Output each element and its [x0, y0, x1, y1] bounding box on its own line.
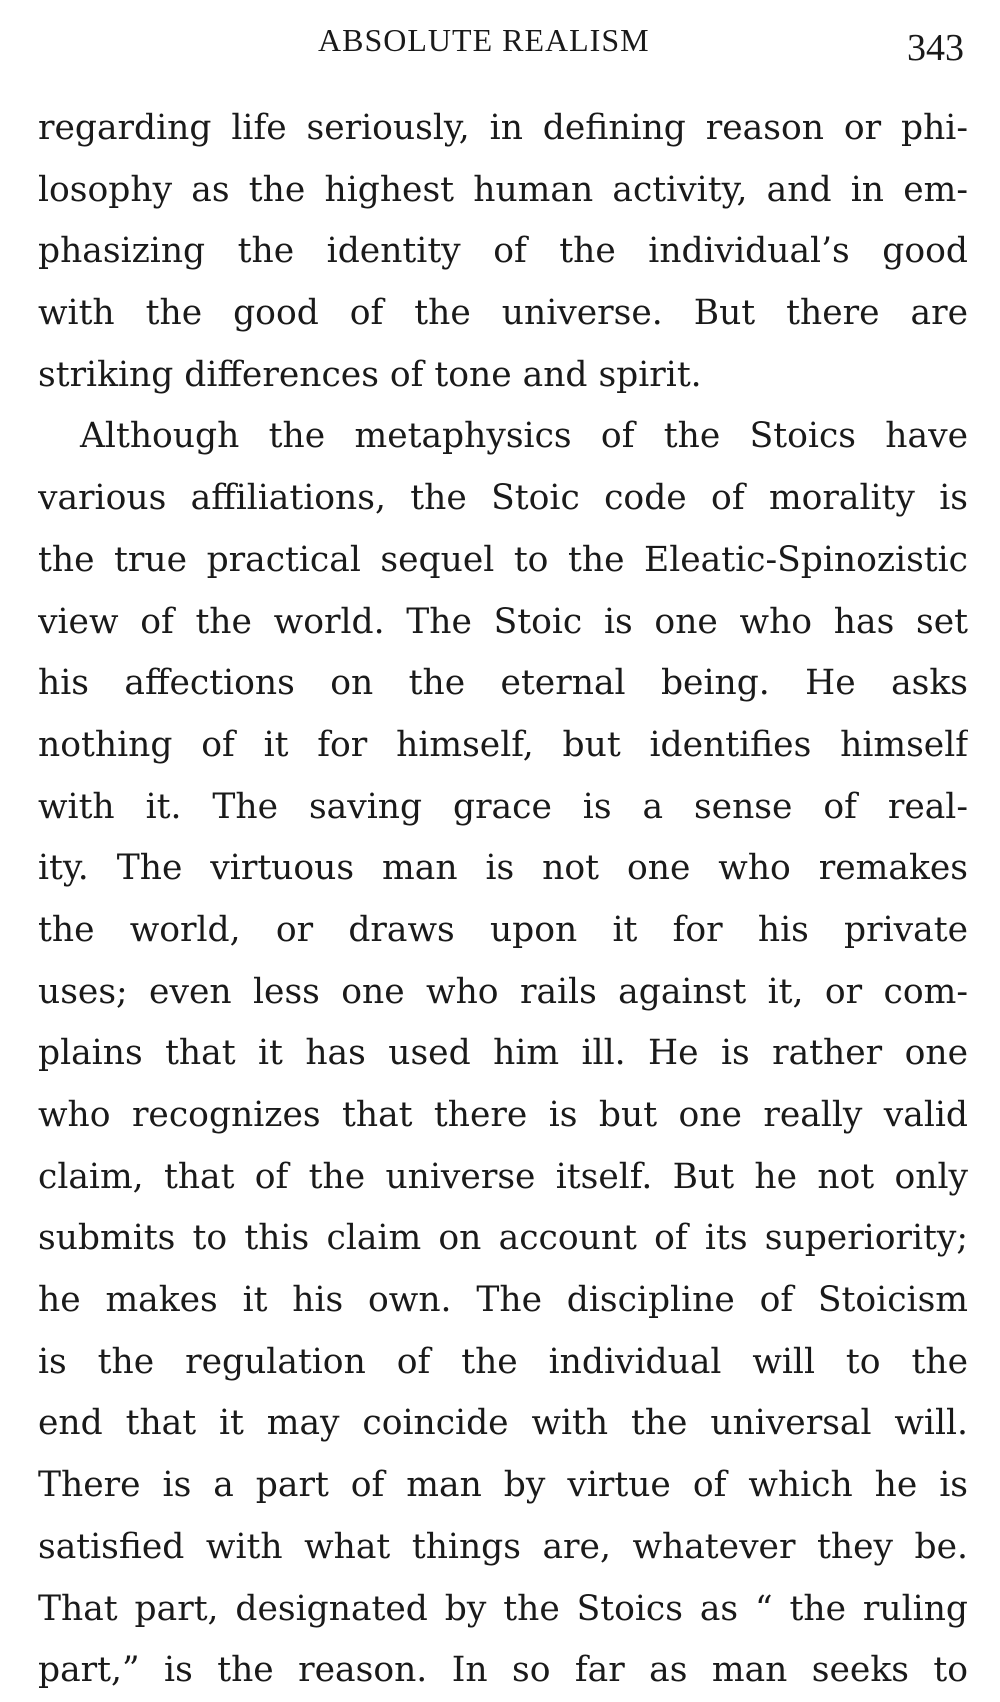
text-line: That part, designated by the Stoics as “ the ruling	[38, 1588, 968, 1629]
paragraph	[38, 98, 968, 406]
text-line: part,” is the reason. In so far as man seeks to	[38, 1650, 968, 1691]
text-line: various affiliations, the Stoic code of morality is	[38, 478, 968, 519]
text-line: phasizing the identity of the individual’s good	[38, 231, 968, 272]
text-line: his affections on the eternal being. He asks	[38, 663, 968, 704]
text-line: the true practical sequel to the Eleatic-Spinozistic	[38, 539, 968, 580]
text-line: plains that it has used him ill. He is rather one	[38, 1033, 968, 1074]
text-line: regarding life seriously, in defining reason or phi-	[38, 108, 968, 148]
text-line: end that it may coincide with the universal will.	[38, 1403, 968, 1444]
text-line: he makes it his own. The discipline of Stoicism	[38, 1280, 968, 1321]
text-line: with the good of the universe. But there are	[38, 293, 968, 334]
text-line: There is a part of man by virtue of which he is	[38, 1465, 968, 1506]
running-title: ABSOLUTE REALISM	[318, 22, 650, 58]
text-line: the world, or draws upon it for his private	[38, 909, 968, 950]
text-line: nothing of it for himself, but identifies himself	[38, 724, 968, 765]
body-text	[38, 98, 968, 1702]
text-line: submits to this claim on account of its superiority;	[38, 1218, 968, 1259]
page-number: 343	[907, 27, 964, 69]
text-line: who recognizes that there is but one really valid	[38, 1095, 968, 1135]
text-line: losophy as the highest human activity, and in em-	[38, 169, 968, 210]
text-line: view of the world. The Stoic is one who has set	[38, 601, 968, 642]
text-line: uses; even less one who rails against it, or com-	[38, 971, 968, 1012]
text-line: ity. The virtuous man is not one who remakes	[38, 848, 968, 889]
text-line: satisfied with what things are, whatever they be.	[38, 1526, 968, 1567]
text-line: is the regulation of the individual will to the	[38, 1341, 968, 1382]
text-line: with it. The saving grace is a sense of real-	[38, 786, 968, 827]
text-line: striking differences of tone and spirit.	[38, 354, 702, 395]
paragraph	[38, 406, 968, 1701]
running-head	[0, 22, 1000, 72]
text-line: claim, that of the universe itself. But he not only	[38, 1156, 968, 1197]
text-line: Although the metaphysics of the Stoics have	[80, 416, 968, 457]
